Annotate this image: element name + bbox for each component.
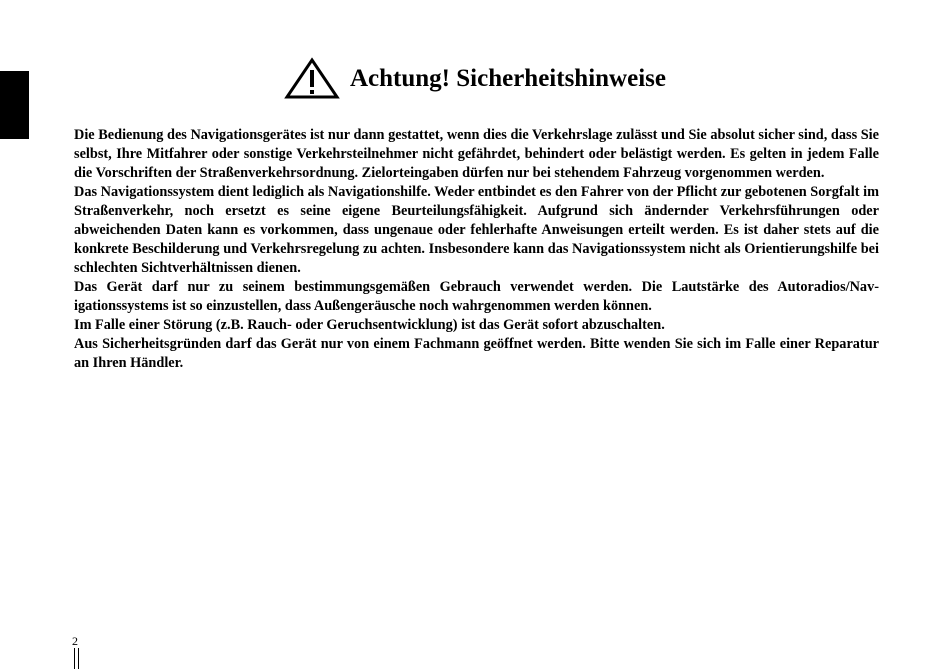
paragraph-malfunction: Im Falle einer Störung (z.B. Rauch- oder Geruchsentwicklung) ist das Gerät sofort abzuschalten.	[74, 317, 665, 333]
page-margin-rule	[74, 648, 79, 669]
warning-triangle-icon	[284, 57, 340, 99]
paragraph-operation: Die Bedienung des Navigationsgerätes ist nur dann gestattet, wenn dies die Verkehrslage zulässt und Sie absolut sicher sind, dass Sie selbst, Ihre Mitfahrer oder sonstige Verkehrsteilnehmer nicht gefährdet, behindert oder belästigt werden. Es gelten in jedem Falle die Vorschriften der Straßenverkehrsordnung. Zielorteingaben dürfen nur bei stehendem Fahrzeug vorgenommen werden.	[74, 127, 879, 181]
page-number: 2	[72, 634, 78, 648]
chapter-tab-marker	[0, 71, 29, 139]
page-heading	[284, 57, 666, 99]
safety-instructions-text	[74, 126, 879, 373]
paragraph-repair: Aus Sicherheitsgründen darf das Gerät nur von einem Fachmann geöffnet werden. Bitte wenden Sie sich im Falle einer Reparatur an Ihren Händler.	[74, 336, 879, 371]
page-title: Achtung! Sicherheitshinweise	[350, 65, 666, 92]
paragraph-navigation-aid: Das Navigationssystem dient lediglich als Navigationshilfe. Weder entbindet es den Fahrer von der Pflicht zur gebotenen Sorgfalt im Straßenverkehr, noch ersetzt es seine eigene Beurteilungsfähigkeit. Aufgrund sich ändernder Verkehrsführungen oder abweichenden Daten kann es vorkommen, dass ungenaue oder fehlerhafte Anweisungen erteilt werden. Es ist daher stets auf die konkrete Beschilderung und Verkehrsregelung zu achten. Insbesondere kann das Navigationssystem nicht als Orientierungshilfe bei schlechten Sichtverhältnissen dienen.	[74, 184, 879, 276]
paragraph-intended-use: Das Gerät darf nur zu seinem bestimmungsgemäßen Gebrauch verwendet werden. Die Lautstärke des Autoradios/Navigationssystems ist so einzustellen, dass Außengeräusche noch wahrgenommen werden können.	[74, 279, 879, 314]
